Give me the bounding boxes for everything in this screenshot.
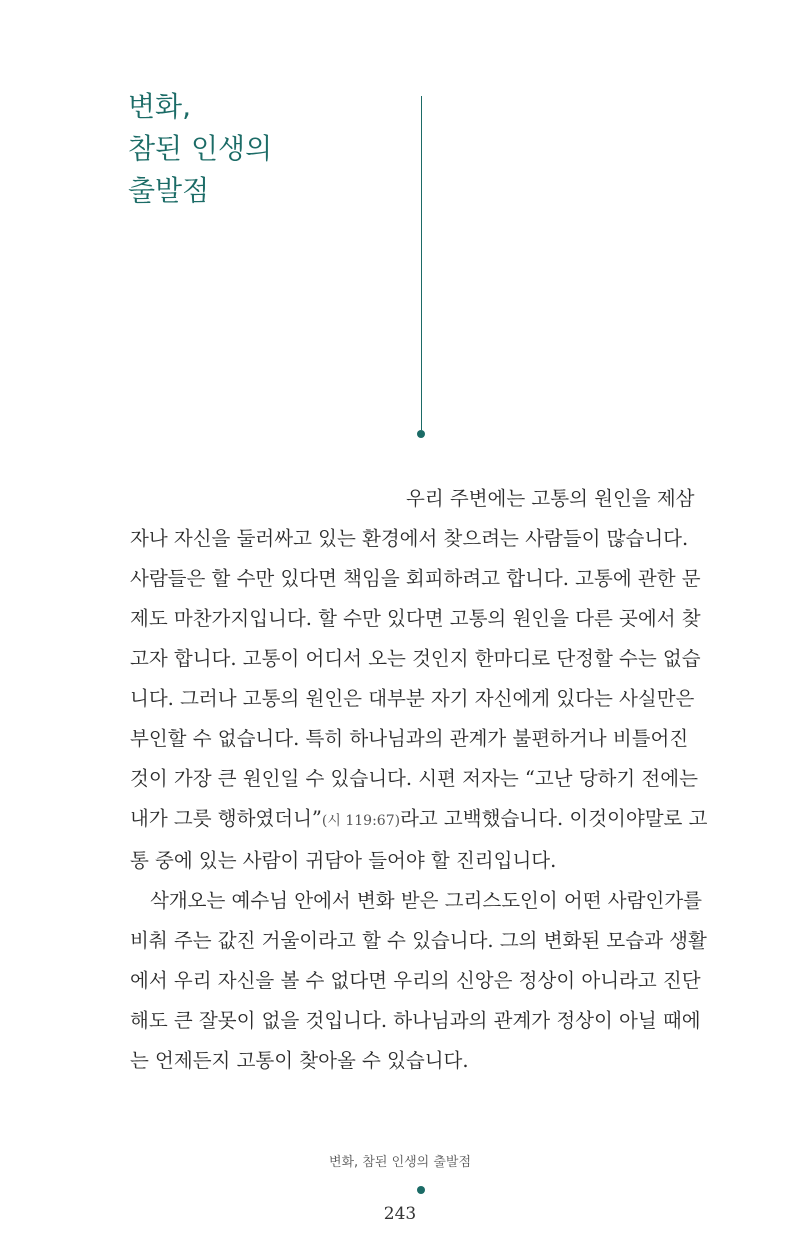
text-line: 해도 큰 잘못이 없을 것입니다. 하나님과의 관계가 정상이 아닐 때에 bbox=[130, 1009, 701, 1032]
running-head: 변화, 참된 인생의 출발점 bbox=[328, 1155, 472, 1170]
chapter-title-line-1: 변화, bbox=[128, 90, 191, 123]
text-segment: 내가 그릇 행하였더니” bbox=[130, 807, 322, 830]
text-line: 부인할 수 없습니다. 특히 하나님과의 관계가 불편하거나 비틀어진 bbox=[130, 727, 689, 750]
page-number: 243 bbox=[383, 1204, 417, 1224]
footer-dot bbox=[417, 1186, 425, 1194]
text-line: 사람들은 할 수만 있다면 책임을 회피하려고 합니다. 고통에 관한 문 bbox=[130, 567, 701, 590]
chapter-title-line-3: 출발점 bbox=[128, 174, 210, 207]
text-line: 비춰 주는 값진 거울이라고 할 수 있습니다. 그의 변화된 모습과 생활 bbox=[130, 929, 707, 952]
text-line: 는 언제든지 고통이 찾아올 수 있습니다. bbox=[130, 1049, 469, 1072]
text-line: 삭개오는 예수님 안에서 변화 받은 그리스도인이 어떤 사람인가를 bbox=[150, 889, 702, 912]
text-line: 에서 우리 자신을 볼 수 없다면 우리의 신앙은 정상이 아니라고 진단 bbox=[130, 969, 701, 992]
decorative-vertical-line bbox=[421, 96, 422, 430]
text-line: 니다. 그러나 고통의 원인은 대부분 자기 자신에게 있다는 사실만은 bbox=[130, 687, 695, 710]
paragraph-1 bbox=[130, 479, 710, 881]
text-line: 우리 주변에는 고통의 원인을 제삼 bbox=[406, 487, 695, 510]
text-line: 통 중에 있는 사람이 귀담아 들어야 할 진리입니다. bbox=[130, 849, 557, 872]
text-line: 고자 합니다. 고통이 어디서 오는 것인지 한마디로 단정할 수는 없습 bbox=[130, 647, 701, 670]
text-line: 것이 가장 큰 원인일 수 있습니다. 시편 저자는 “고난 당하기 전에는 bbox=[130, 767, 698, 790]
scripture-reference: (시 119:67) bbox=[321, 813, 401, 829]
text-line: 제도 마찬가지입니다. 할 수만 있다면 고통의 원인을 다른 곳에서 찾 bbox=[130, 607, 701, 630]
decorative-dot bbox=[417, 430, 425, 438]
paragraph-2 bbox=[130, 881, 710, 1081]
body-text bbox=[130, 479, 710, 1081]
chapter-title bbox=[128, 86, 272, 212]
chapter-title-line-2: 참된 인생의 bbox=[128, 132, 273, 165]
text-segment: 라고 고백했습니다. 이것이야말로 고 bbox=[400, 807, 708, 830]
text-line bbox=[130, 799, 710, 841]
text-line: 자나 자신을 둘러싸고 있는 환경에서 찾으려는 사람들이 많습니다. bbox=[130, 527, 689, 550]
